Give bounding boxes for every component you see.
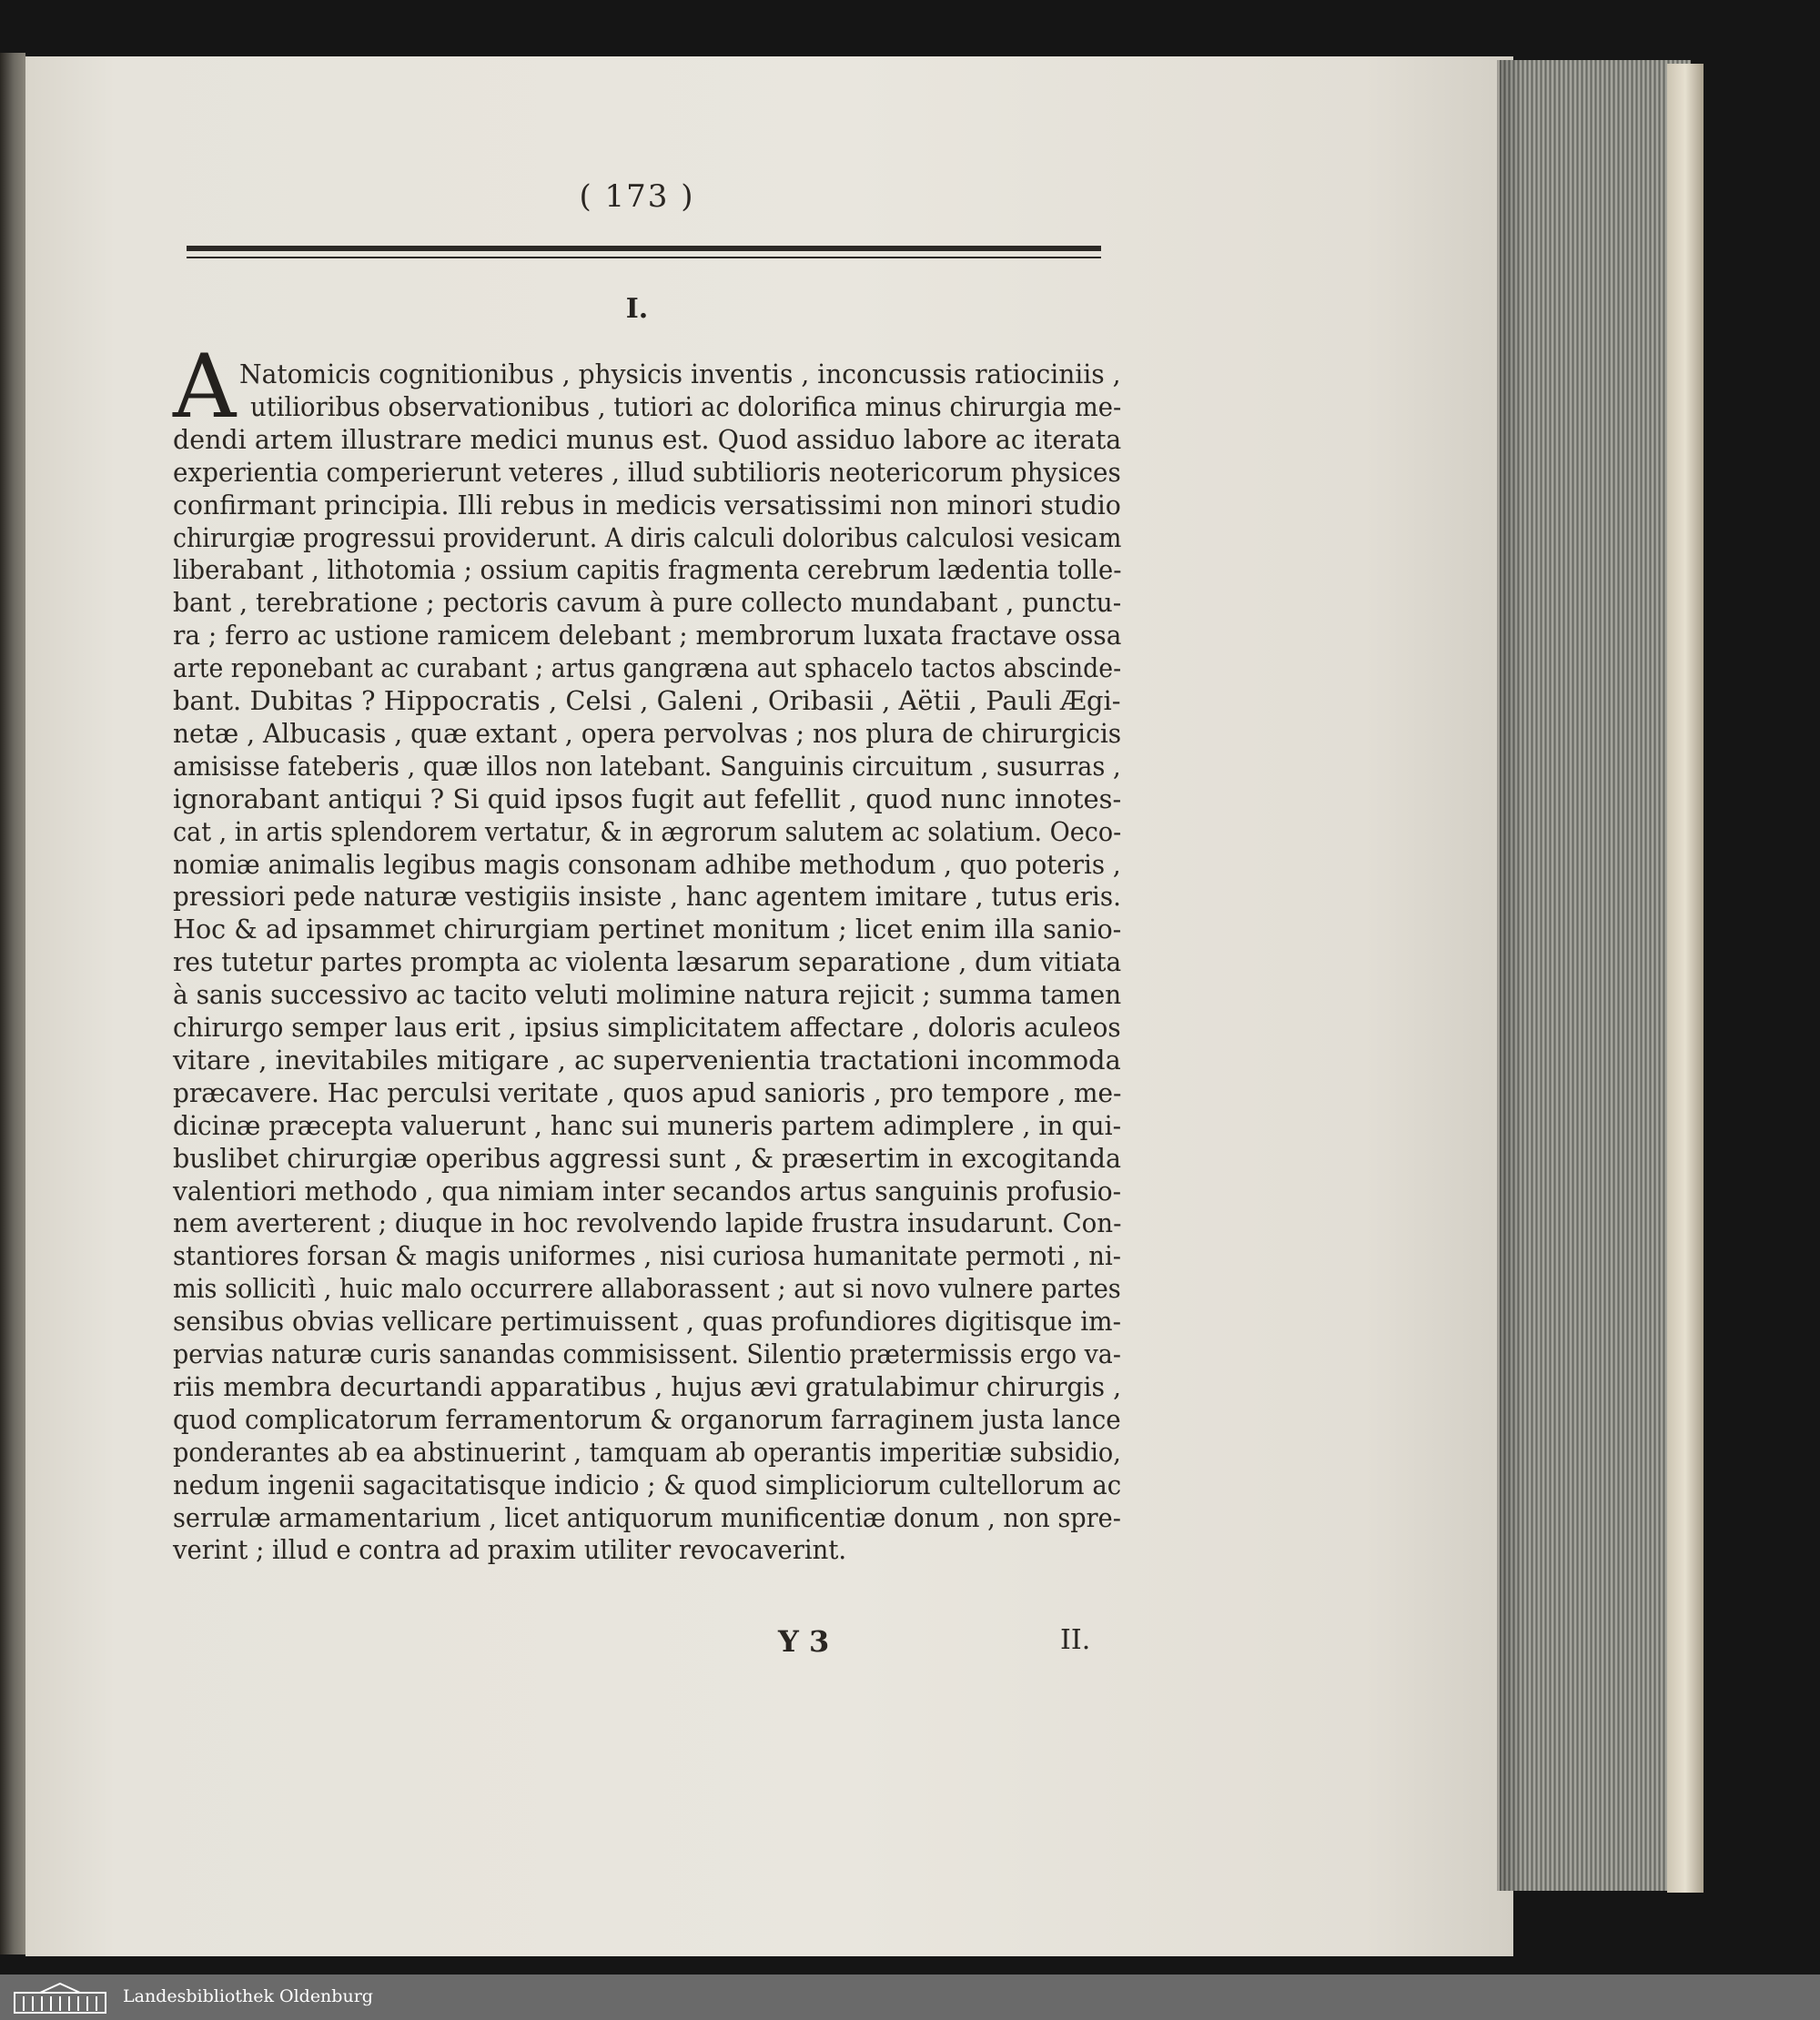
text-line: dicinæ præcepta valuerunt , hanc sui muneris partem adimplere , in qui-: [173, 1109, 1122, 1141]
text-line: buslibet chirurgiæ operibus aggressi sunt , & præsertim in excogitanda: [173, 1142, 1122, 1174]
text-line: bant , terebratione ; pectoris cavum à pure collecto mundabant , punctu-: [173, 587, 1122, 619]
drop-cap: A: [173, 336, 237, 438]
text-line: stantiores forsan & magis uniformes , nisi curiosa humanitate permoti , ni-: [173, 1240, 1121, 1272]
text-line: sensibus obvias vellicare pertimuissent , quas profundiores digitisque im-: [173, 1306, 1122, 1338]
text-line: riis membra decurtandi apparatibus , hujus ævi gratulabimur chirurgis ,: [173, 1370, 1122, 1402]
text-line: confirmant principia. Illi rebus in medicis versatissimi non minori studio: [173, 489, 1121, 520]
text-line: valentiori methodo , qua nimiam inter secandos artus sanguinis profusio-: [173, 1175, 1122, 1207]
text-line: mis sollicitì , huic malo occurrere allaborassent ; aut si novo vulnere partes: [173, 1273, 1121, 1305]
text-line: res tutetur partes prompta ac violenta læsarum separatione , dum vitiata: [173, 946, 1122, 978]
text-line: serrulæ armamentarium , licet antiquorum munificentiæ donum , non spre-: [173, 1501, 1121, 1533]
text-line: nem averterent ; diuque in hoc revolvendo lapide frustra insudarunt. Con-: [173, 1207, 1122, 1239]
text-line: experientia comperierunt veteres , illud subtilioris neotericorum physices: [173, 456, 1121, 488]
text-line: pressiori pede naturæ vestigiis insiste , hanc agentem imitare , tutus eris.: [173, 881, 1121, 913]
page-number: ( 173 ): [579, 178, 695, 215]
library-building-icon: [13, 1982, 107, 2015]
text-line: præcavere. Hac perculsi veritate , quos apud sanioris , pro tempore , me-: [173, 1076, 1122, 1108]
text-line: nomiæ animalis legibus magis consonam adhibe methodum , quo poteris ,: [173, 848, 1121, 880]
text-line: nedum ingenii sagacitatisque indicio ; & quod simpliciorum cultellorum ac: [173, 1469, 1122, 1500]
text-line: quod complicatorum ferramentorum & organorum farraginem justa lance: [173, 1403, 1121, 1435]
text-line: liberabant , lithotomia ; ossium capitis fragmenta cerebrum lædentia tolle-: [173, 554, 1122, 586]
text-line: ra ; ferro ac ustione ramicem delebant ; membrorum luxata fractave ossa: [173, 620, 1122, 651]
text-line: Natomicis cognitionibus , physicis inventis , inconcussis ratiociniis ,: [239, 359, 1121, 389]
text-line: chirurgiæ progressui providerunt. A diris calculi doloribus calculosi vesicam: [173, 521, 1122, 553]
text-line: verint ; illud e contra ad praxim utiliter revocaverint.: [173, 1534, 847, 1566]
catchword: II.: [1060, 1624, 1091, 1656]
text-line: cat , in artis splendorem vertatur, & in ægrorum salutem ac solatium. Oeco-: [173, 815, 1122, 847]
text-line: amisisse fateberis , quæ illos non latebant. Sanguinis circuitum , susurras ,: [173, 750, 1121, 782]
text-line: à sanis successivo ac tacito veluti molimine natura rejicit ; summa tamen: [173, 979, 1122, 1011]
text-line: chirurgo semper laus erit , ipsius simplicitatem affectare , doloris aculeos: [173, 1012, 1121, 1043]
section-heading: I.: [625, 293, 649, 325]
text-line: pervias naturæ curis sanandas commisissent. Silentio prætermissis ergo va-: [173, 1338, 1121, 1369]
library-name: Landesbibliothek Oldenburg: [123, 1986, 373, 2006]
footer-bar: [0, 1975, 1820, 2020]
text-line: dendi artem illustrare medici munus est. Quod assiduo labore ac iterata: [173, 423, 1122, 455]
text-line: netæ , Albucasis , quæ extant , opera pervolvas ; nos plura de chirurgicis: [173, 717, 1122, 749]
text-line: utilioribus observationibus , tutiori ac dolorifica minus chirurgia me-: [250, 390, 1122, 422]
text-line: Hoc & ad ipsammet chirurgiam pertinet monitum ; licet enim illa sanio-: [173, 914, 1122, 945]
signature-mark: Y 3: [778, 1624, 830, 1659]
text-line: bant. Dubitas ? Hippocratis , Celsi , Galeni , Oribasii , Aëtii , Pauli Ægi-: [173, 685, 1121, 716]
text-line: ignorabant antiqui ? Si quid ipsos fugit aut fefellit , quod nunc innotes-: [173, 783, 1122, 814]
text-line: arte reponebant ac curabant ; artus gangræna aut sphacelo tactos abscinde-: [173, 652, 1122, 684]
text-line: ponderantes ab ea abstinuerint , tamquam ab operantis imperitiæ subsidio,: [173, 1436, 1121, 1468]
text-line: vitare , inevitabiles mitigare , ac supervenientia tractationi incommoda: [173, 1044, 1121, 1076]
